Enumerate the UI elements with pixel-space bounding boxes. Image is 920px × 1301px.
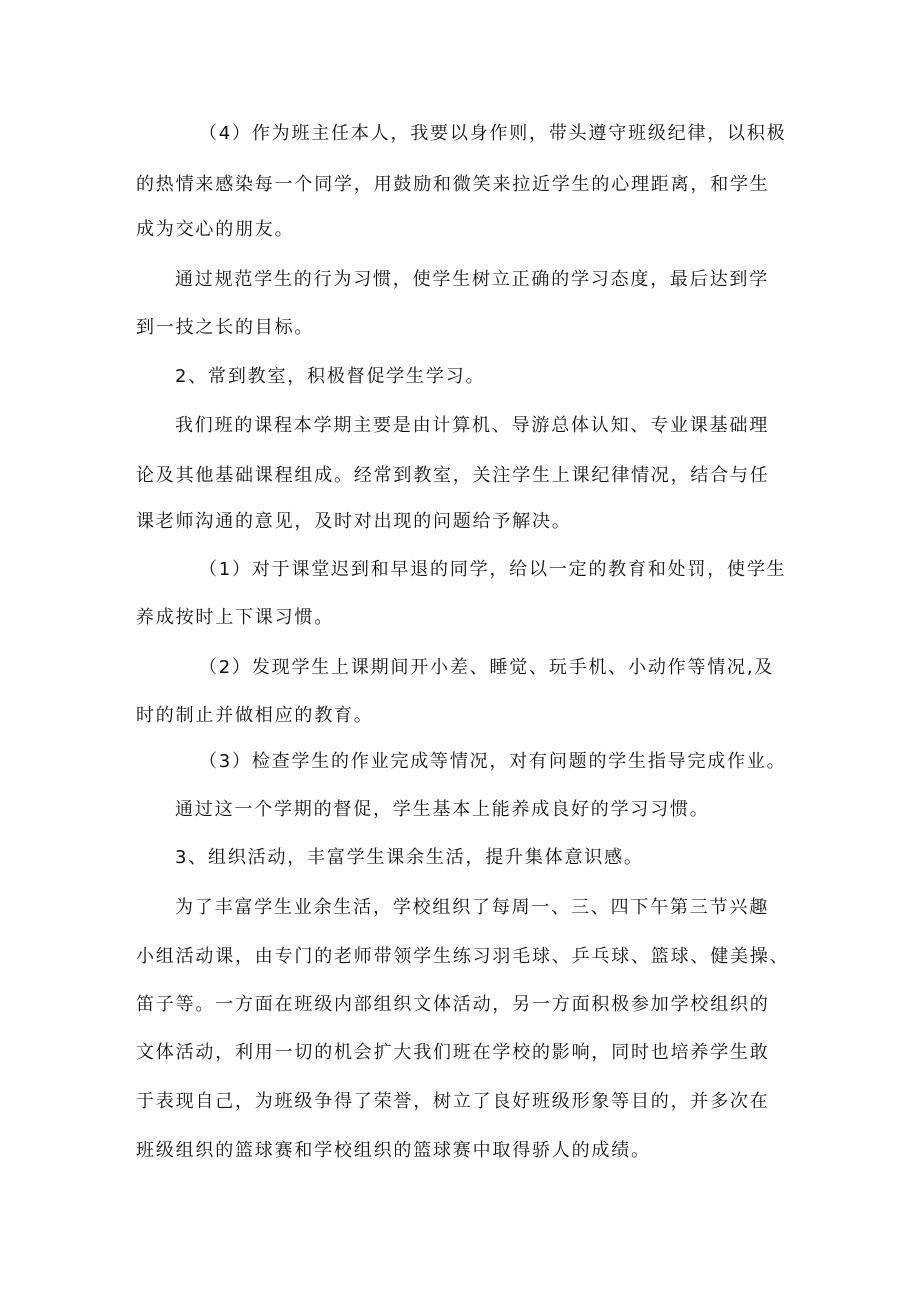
paragraph-2-line-1: 通过规范学生的行为习惯，使学生树立正确的学习态度，最后达到学: [175, 269, 769, 290]
paragraph-4-line-2: 论及其他基础课程组成。经常到教室，关注学生上课纪律情况，结合与任: [136, 465, 770, 486]
paragraph-8-line-1: 通过这一个学期的督促，学生基本上能养成良好的学习习惯。: [175, 799, 710, 820]
paragraph-10-line-4: 文体活动，利用一切的机会扩大我们班在学校的影响，同时也培养学生敢: [136, 1042, 770, 1063]
paragraph-10-line-5: 于表现自己，为班级争得了荣誉，树立了良好班级形象等目的，并多次在: [136, 1091, 770, 1112]
paragraph-10-line-6: 班级组织的篮球赛和学校组织的篮球赛中取得骄人的成绩。: [136, 1140, 651, 1161]
section-heading-2: 2、常到教室，积极督促学生学习。: [175, 366, 486, 387]
paragraph-10-line-1: 为了丰富学生业余生活，学校组织了每周一、三、四下午第三节兴趣: [175, 897, 769, 918]
paragraph-10-line-2: 小组活动课，由专门的老师带领学生练习羽毛球、乒乓球、篮球、健美操、: [136, 946, 790, 967]
section-heading-3: 3、组织活动，丰富学生课余生活，提升集体意识感。: [175, 847, 644, 868]
paragraph-6-line-1: （2）发现学生上课期间开小差、睡觉、玩手机、小动作等情况,及: [199, 657, 775, 678]
paragraph-5-line-2: 养成按时上下课习惯。: [136, 607, 334, 628]
paragraph-4-line-3: 课老师沟通的意见，及时对出现的问题给予解决。: [136, 511, 572, 532]
paragraph-2-line-2: 到一技之长的目标。: [136, 317, 315, 338]
paragraph-4-line-1: 我们班的课程本学期主要是由计算机、导游总体认知、专业课基础理: [175, 415, 769, 436]
paragraph-7-line-1: （3）检查学生的作业完成等情况，对有问题的学生指导完成作业。: [199, 751, 787, 772]
paragraph-6-line-2: 时的制止并做相应的教育。: [136, 705, 374, 726]
paragraph-10-line-3: 笛子等。一方面在班级内部组织文体活动，另一方面积极参加学校组织的: [136, 994, 770, 1015]
paragraph-1-line-1: （4）作为班主任本人，我要以身作则，带头遵守班级纪律，以积极: [199, 123, 787, 144]
paragraph-1-line-2: 的热情来感染每一个同学，用鼓励和微笑来拉近学生的心理距离，和学生: [136, 174, 770, 195]
paragraph-5-line-1: （1）对于课堂迟到和早退的同学，给以一定的教育和处罚，使学生: [199, 559, 787, 580]
paragraph-1-line-3: 成为交心的朋友。: [136, 219, 295, 240]
